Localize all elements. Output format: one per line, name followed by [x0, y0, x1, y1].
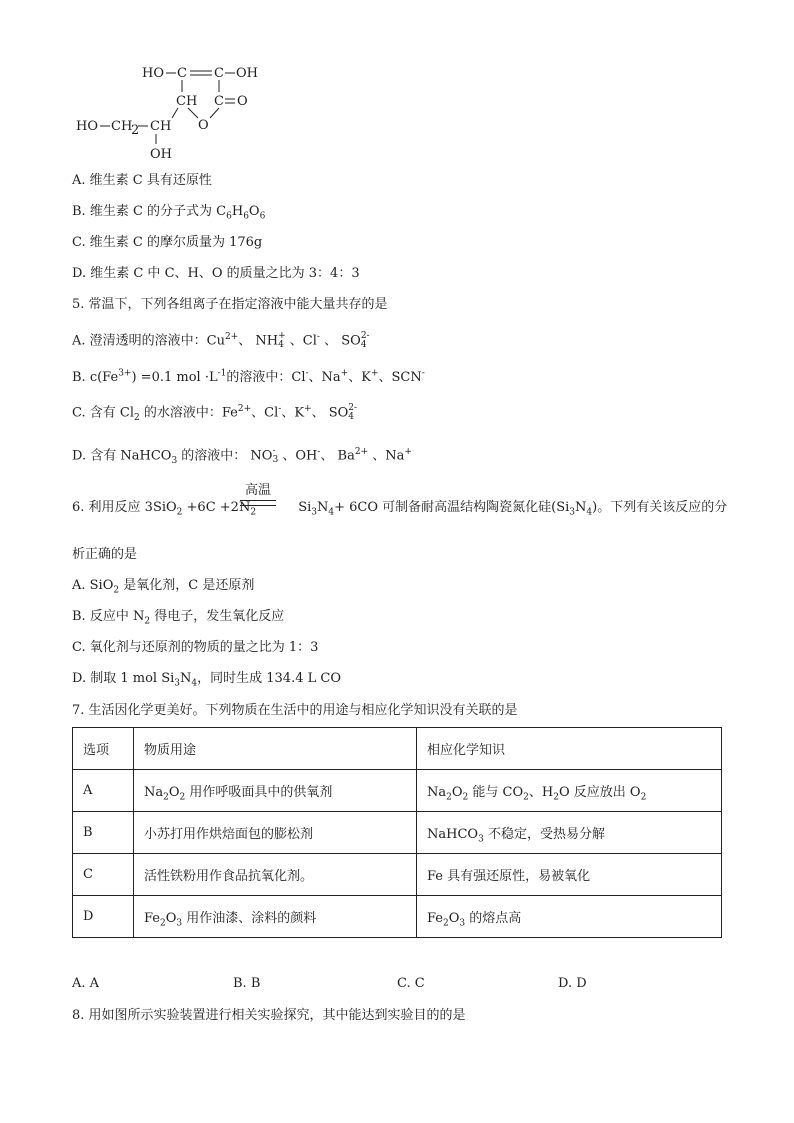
struct-left-ch2-sub: 2 [131, 123, 140, 138]
table-row [73, 770, 722, 812]
struct-left-ho: HO [76, 119, 98, 134]
q4-option-b: B. 维生素 C 的分子式为 $C_6H_6O_6$ [72, 204, 266, 222]
header-option: 选项 [73, 728, 134, 770]
q5-option-c: C. 含有 $Cl_2$ 的水溶液中：$Fe^{2+}$、Cl-、K+、 SO2- 4 [72, 403, 358, 424]
q6-reaction-condition: 高温 [244, 483, 271, 498]
q4-option-c: C. 维生素 C 的摩尔质量为 176g [72, 235, 263, 250]
q7-option-b: B. B [233, 976, 261, 991]
q5-option-b: B. $c(Fe^{3+}) =0.1$ mol $\cdot L^{-1}$的溶液中：Cl-、Na+、K+、SCN- [72, 368, 425, 385]
q8-stem: 8. 用如图所示实验装置进行相关实验探究，其中能达到实验目的的是 [72, 1008, 466, 1023]
q7-option-d: D. D [558, 976, 587, 991]
struct-left-ch: CH [150, 119, 172, 134]
struct-mid-ch: CH [176, 94, 198, 109]
q7-option-a: A. A [72, 976, 100, 991]
q6-option-a: A. SiO$_2$ 是氧化剂，C 是还原剂 [72, 578, 255, 596]
q5-option-a: A. 澄清透明的溶液中：$Cu^{2+}$、 NH+ 4 、Cl- 、 SO2- 4 [72, 331, 370, 350]
struct-ring-o: O [198, 118, 209, 133]
struct-top-c1: C [177, 66, 187, 81]
q5-option-d: D. 含有 NaHCO$_3$ 的溶液中： NO- 3 、OH-、 $Ba^{2+}$ 、Na+ [72, 446, 412, 467]
struct-top-left: HO [142, 66, 164, 81]
row-c-use: 活性铁粉用作食品抗氧化剂。 [134, 854, 417, 896]
q5-stem: 5. 常温下，下列各组离子在指定溶液中能大量共存的是 [72, 297, 388, 312]
vitamin-c-structure [70, 58, 290, 168]
row-d-use: $Fe_2O_3$ 用作油漆、涂料的颜料 [134, 896, 417, 938]
struct-bottom-oh: OH [150, 147, 172, 162]
struct-left-ch2: CH [111, 119, 133, 134]
table-row [73, 896, 722, 938]
row-c-option: C [73, 854, 134, 896]
row-a-knowledge: $Na_2O_2$ 能与 $CO_2$、$H_2O$ 反应放出 $O_2$ [417, 770, 722, 812]
table-row [73, 812, 722, 854]
row-d-knowledge: $Fe_2O_3$ 的熔点高 [417, 896, 722, 938]
q4-option-a: A. 维生素 C 具有还原性 [72, 173, 212, 188]
struct-mid-o: O [237, 94, 248, 109]
q6-stem-cont: 析正确的是 [72, 547, 138, 562]
q6-option-d: D. 制取 1 mol $Si_3N_4$，同时生成 134.4 L CO [72, 671, 341, 689]
row-b-knowledge: NaHCO$_3$ 不稳定，受热易分解 [417, 812, 722, 854]
row-a-use: $Na_2O_2$ 用作呼吸面具中的供氧剂 [134, 770, 417, 812]
row-d-option: D [73, 896, 134, 938]
q6-stem: 6. 利用反应 $3SiO_2 +6C +2N_2$ $Si_3N_4+ 6CO$ 可制备耐高温结构陶瓷氮化硅$(Si_3N_4)$。下列有关该反应的分 [72, 500, 728, 518]
q7-option-c: C. C [397, 976, 425, 991]
q6-option-b: B. 反应中 $N_2$ 得电子，发生氧化反应 [72, 609, 285, 627]
q7-stem: 7. 生活因化学更美好。下列物质在生活中的用途与相应化学知识没有关联的是 [72, 703, 518, 718]
header-knowledge: 相应化学知识 [417, 728, 722, 770]
row-c-knowledge: Fe 具有强还原性，易被氧化 [417, 854, 722, 896]
row-b-option: B [73, 812, 134, 854]
q4-option-d: D. 维生素 C 中 C、H、O 的质量之比为 3：4：3 [72, 266, 360, 281]
header-use: 物质用途 [134, 728, 417, 770]
q7-table [72, 727, 722, 938]
table-header-row [73, 728, 722, 770]
struct-mid-c: C [214, 94, 224, 109]
q6-option-c: C. 氧化剂与还原剂的物质的量之比为 1：3 [72, 640, 319, 655]
struct-top-right: OH [236, 66, 258, 81]
row-b-use: 小苏打用作烘焙面包的膨松剂 [134, 812, 417, 854]
struct-top-c2: C [214, 66, 224, 81]
q7-answer-options [72, 976, 722, 994]
row-a-option: A [73, 770, 134, 812]
table-row [73, 854, 722, 896]
